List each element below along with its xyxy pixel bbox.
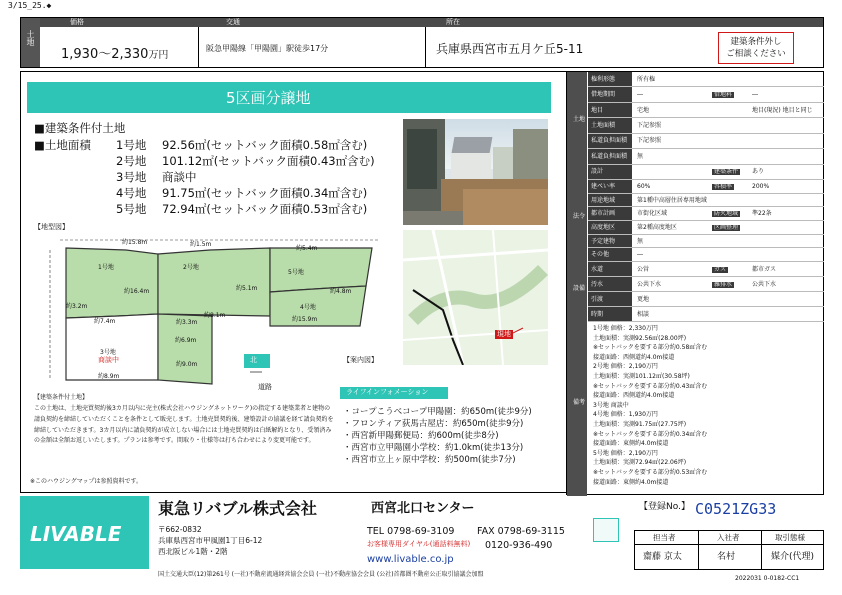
spec-value-2: 公共下水 xyxy=(752,280,777,288)
branch-name: 西宮北口センター xyxy=(371,501,475,516)
spec-value-2: ― xyxy=(752,91,758,99)
life-item: ・コープこうべコープ甲陽園：約650m(徒歩9分) xyxy=(343,407,532,417)
spec-key: 都市計画 xyxy=(591,210,616,218)
guide-map xyxy=(403,230,548,365)
lot-area: 101.12㎡(セットバック面積0.43㎡含む) xyxy=(162,154,375,168)
fax: FAX 0798-69-3115 xyxy=(477,526,565,537)
remark-line: 4号地 価格：1,930万円 xyxy=(593,411,658,419)
note: ※このハウジングマップは参照資料です。 xyxy=(30,478,143,485)
spec-value: 宅地 xyxy=(637,106,650,114)
spec-key-2: 雑排水 xyxy=(714,280,733,288)
postal-code: 〒662-0832 xyxy=(158,525,202,534)
plot-map xyxy=(30,230,390,392)
spec-value: 相談 xyxy=(637,310,650,318)
spec-key-2: 防火地域 xyxy=(714,210,739,218)
lot-label-1: 1号地 xyxy=(98,264,114,271)
footer-logo-text: LIVABLE xyxy=(30,522,122,546)
lot-label-5: 5号地 xyxy=(288,269,304,276)
lot-area: 72.94㎡(セットバック面積0.53㎡含む) xyxy=(162,202,368,216)
spec-key: 土地面積 xyxy=(591,122,616,129)
remark-line: 接道面路：東側約4.0m接道 xyxy=(593,440,669,448)
remark-line: 接道面路：東側約4.0m接道 xyxy=(593,478,669,486)
spec-key: その他 xyxy=(591,251,610,259)
spec-value-2: 200% xyxy=(752,182,770,190)
license-line: 国土交通大臣(12)第261号 (一社)不動産流通経営協会会員 (一社)不動産協会会員 (公社)首都圏不動産公正取引協議会加盟 xyxy=(158,571,484,578)
company-name: 東急リバブル株式会社 xyxy=(158,499,317,518)
condition-note: 建築条件外し ご相談ください xyxy=(718,32,794,64)
spec-key: 借地期間 xyxy=(591,91,616,99)
spec-value: 第2種高度地区 xyxy=(637,223,677,231)
remark-line: 土地面積：実測92.56㎡(28.00坪) xyxy=(593,334,687,342)
staff-col2-head: 入社者 xyxy=(717,533,740,542)
remark-line: 1号地 価格：2,330万円 xyxy=(593,325,658,332)
spec-key: 権利形態 xyxy=(591,75,616,83)
remark-line: 3号地 商談中 xyxy=(593,401,629,409)
lot-no: 2号地 xyxy=(116,154,147,168)
staff-table xyxy=(634,530,824,570)
spec-value: 無 xyxy=(637,237,644,245)
spec-value: 所有権 xyxy=(637,75,656,83)
spec-key: 汚水 xyxy=(591,280,604,288)
spec-table: 土地 法令 設備 備考 権利形態 所有権 借地期間 ― 借地料 ― 地目 宅地 地目(現況) 地目と同じ 土地面積 下記参照 私道負担面積 下記参照 私道負担面積 無 設計 建築条件 あり 建ぺい率 60% 容積率 200% 用途地域 第1種中高層住居専用地域 都市計画 市街化区域 防火地域 準22条 高度地区 第2種高度地区 区画整理 予定建物 無 その他 ― 水道 公営 ガス 都市ガス 汚水 公共下水 雑排水 公共下水 引渡 更地 時期 相談 1号地 価格：2,330万円 土地面積：実測92.56㎡(28.00坪) ※セットバックを要する部分約0.58㎡含む 接道面路：西側道約4.0m接道 2号地 価格：2,190万円 土地面積：実測101.12㎡(30.58坪) ※セットバックを要する部分約0.43㎡含む 接道面路：西側道約4.0m接道 3号地 商談中 4号地 価格：1,930万円 土地面積：実測91.75㎡(27.75坪) ※セットバックを要する部分約0.34㎡含む 接道面路：東側約4.0m接道 5号地 価格：2,190万円 土地面積：実測72.94㎡(22.06坪) ※セットバックを要する部分約0.53㎡含む 接道面路：東側約4.0m接道 xyxy=(566,71,824,495)
spec-value-2: 地目(現況) 地目と同じ xyxy=(752,106,813,114)
recommend-box: 【建築条件付土地】 この土地は、土地売買契約後3カ月以内に売主(株式会社ハウジングネットワーク)の指定する建築業者と建物の請負契約を締結していただくことを条件として販売します。土地売買契約後、建築設計の協議を経て請負契約を締結していただきます。3カ月以内に請負契約が成立しない場合には土地売買契約は白紙解約となり、受領済みの金額は全額お返しいたします。プランは参考です。間取り・仕様等は打ち合わせにより変更可能です。 xyxy=(34,394,334,445)
staff-col1-val: 齋藤 京太 xyxy=(643,552,682,562)
spec-key: 高度地区 xyxy=(591,223,616,231)
spec-key: 私道負担面積 xyxy=(591,137,628,145)
road-label: 道路 xyxy=(258,383,272,391)
life-item: ・フロンティア荻馬古屋店：約650m(徒歩9分) xyxy=(343,419,524,429)
life-item: ・西宮新甲陽郵便局：約600m(徒歩8分) xyxy=(343,431,499,441)
remark-line: 土地面積：実測72.94㎡(22.06坪) xyxy=(593,459,687,467)
lot-no: 5号地 xyxy=(116,202,147,216)
spec-value: 下記参照 xyxy=(637,122,662,129)
spec-key: 建ぺい率 xyxy=(591,182,616,190)
staff-col1-head: 担当者 xyxy=(653,533,676,542)
lot-area: 92.56㎡(セットバック面積0.58㎡含む) xyxy=(162,138,368,152)
header-box xyxy=(20,17,824,68)
spec-key: 地目 xyxy=(591,106,604,114)
remark-line: 土地面積：実測101.12㎡(30.58坪) xyxy=(593,373,690,380)
lot-area: 商談中 xyxy=(162,170,197,184)
rating-mark xyxy=(593,518,619,542)
life-item: ・西宮市立甲陽園小学校：約1.0km(徒歩13分) xyxy=(343,443,524,453)
spec-value: 公営 xyxy=(637,265,650,273)
spec-key-2: ガス xyxy=(714,265,727,273)
spec-value: 無 xyxy=(637,152,644,160)
lot-label-2: 2号地 xyxy=(183,264,199,271)
website-link[interactable]: www.livable.co.jp xyxy=(367,554,454,565)
lot-no: 1号地 xyxy=(116,138,147,152)
spec-value: 60% xyxy=(637,182,651,190)
address-value: 兵庫県西宮市五月ケ丘5-11 xyxy=(436,42,584,56)
lot-label-4: 4号地 xyxy=(300,304,316,311)
spec-value-2: あり xyxy=(752,168,765,176)
remark-line: 土地面積：実測91.75㎡(27.75坪) xyxy=(593,421,687,428)
document-footer-code: 2022031 0-0182-CC1 xyxy=(735,575,800,582)
life-info xyxy=(343,408,568,472)
plot-map-title: 【地型図】 xyxy=(34,223,69,231)
spec-value-2: 都市ガス xyxy=(752,265,777,273)
lot-label-3: 3号地 xyxy=(100,349,116,356)
staff-col3-head: 取引態様 xyxy=(775,533,805,542)
address-line-1: 兵庫県西宮市甲風園1丁目6-12 xyxy=(158,536,263,545)
spec-key-2: 区画整理 xyxy=(714,223,739,231)
spec-key: 予定建物 xyxy=(591,237,616,245)
spec-value-2: 準22条 xyxy=(752,210,772,218)
north-marker: 北 xyxy=(250,356,257,364)
site-tag: 現地 xyxy=(497,330,511,338)
free-dial-label: お客様専用ダイヤル(通話料無料) xyxy=(367,540,471,548)
address-line-2: 西北阪ビル1階・2階 xyxy=(158,547,228,556)
spec-key: 水道 xyxy=(591,265,604,273)
spec-key: 引渡 xyxy=(591,295,604,303)
spec-key: 時期 xyxy=(591,310,604,318)
spec-value: 更地 xyxy=(637,295,650,303)
remark-line: 2号地 価格：2,190万円 xyxy=(593,363,658,371)
remark-line: 5号地 価格：2,190万円 xyxy=(593,449,658,457)
free-dial-number: 0120-936-490 xyxy=(485,540,553,551)
spec-value: 公共下水 xyxy=(637,280,662,288)
tel: TEL 0798-69-3109 xyxy=(367,526,455,537)
lot-no: 4号地 xyxy=(116,186,147,200)
document-code: 3/15_25.◆ xyxy=(8,1,52,10)
spec-value: 下記参照 xyxy=(637,137,662,145)
staff-col3-val: 媒介(代理) xyxy=(771,552,815,562)
remark-line: ※セットバックを要する部分約0.58㎡含む xyxy=(593,344,708,352)
lot-area: 91.75㎡(セットバック面積0.34㎡含む) xyxy=(162,186,368,200)
remark-line: 接道面路：西側道約4.0m接道 xyxy=(593,392,675,400)
title-banner-text: 5区画分譲地 xyxy=(226,89,311,107)
remark-line: ※セットバックを要する部分約0.53㎡含む xyxy=(593,469,708,476)
life-item: ・西宮市立上ヶ原中学校：約500m(徒歩7分) xyxy=(343,455,516,465)
header-label-bar: 価格 交通 所在 xyxy=(40,18,823,27)
guide-map-title: 【案内図】 xyxy=(343,356,378,364)
spec-value: 第1種中高層住居専用地域 xyxy=(637,196,707,204)
lot-list: ■建築条件付土地 ■土地面積 1号地 92.56㎡(セットバック面積0.58㎡含む) 2号地 101.12㎡(セットバック面積0.43㎡含む) 3号地 商談中 4号地 91.75㎡(セットバック面積0.34㎡含む) 5号地 72.94㎡(セットバック面積0.53㎡含む) xyxy=(34,121,375,216)
remark-line: ※セットバックを要する部分約0.43㎡含む xyxy=(593,382,708,390)
spec-key-2: 容積率 xyxy=(714,182,733,190)
site-photo xyxy=(403,119,548,225)
traffic-value: 阪急甲陽線「甲陽園」駅徒歩17分 xyxy=(206,44,329,53)
remark-line: 接道面路：西側道約4.0m接道 xyxy=(593,353,675,361)
registration-label: 【登録No.】 xyxy=(639,502,690,512)
spec-value: ― xyxy=(637,91,643,99)
lot-no: 3号地 xyxy=(116,170,147,184)
life-info-header: ライフインフォメーション xyxy=(340,387,448,399)
spec-key: 設計 xyxy=(591,168,604,176)
spec-key-2: 借地料 xyxy=(714,91,733,99)
header-side-label: 土地 xyxy=(21,18,40,67)
spec-value: ― xyxy=(637,251,643,259)
spec-key: 私道負担面積 xyxy=(591,152,628,160)
registration-number: C0521ZG33 xyxy=(695,500,777,518)
sold-label: 商談中 xyxy=(98,356,119,364)
spec-key-2: 建築条件 xyxy=(714,168,739,176)
price-value: 1,930〜2,330万円 xyxy=(61,47,169,62)
spec-value: 市街化区域 xyxy=(637,210,668,218)
spec-key: 用途地域 xyxy=(591,196,616,204)
remark-line: ※セットバックを要する部分約0.34㎡含む xyxy=(593,430,708,438)
staff-col2-val: 名村 xyxy=(717,552,736,562)
